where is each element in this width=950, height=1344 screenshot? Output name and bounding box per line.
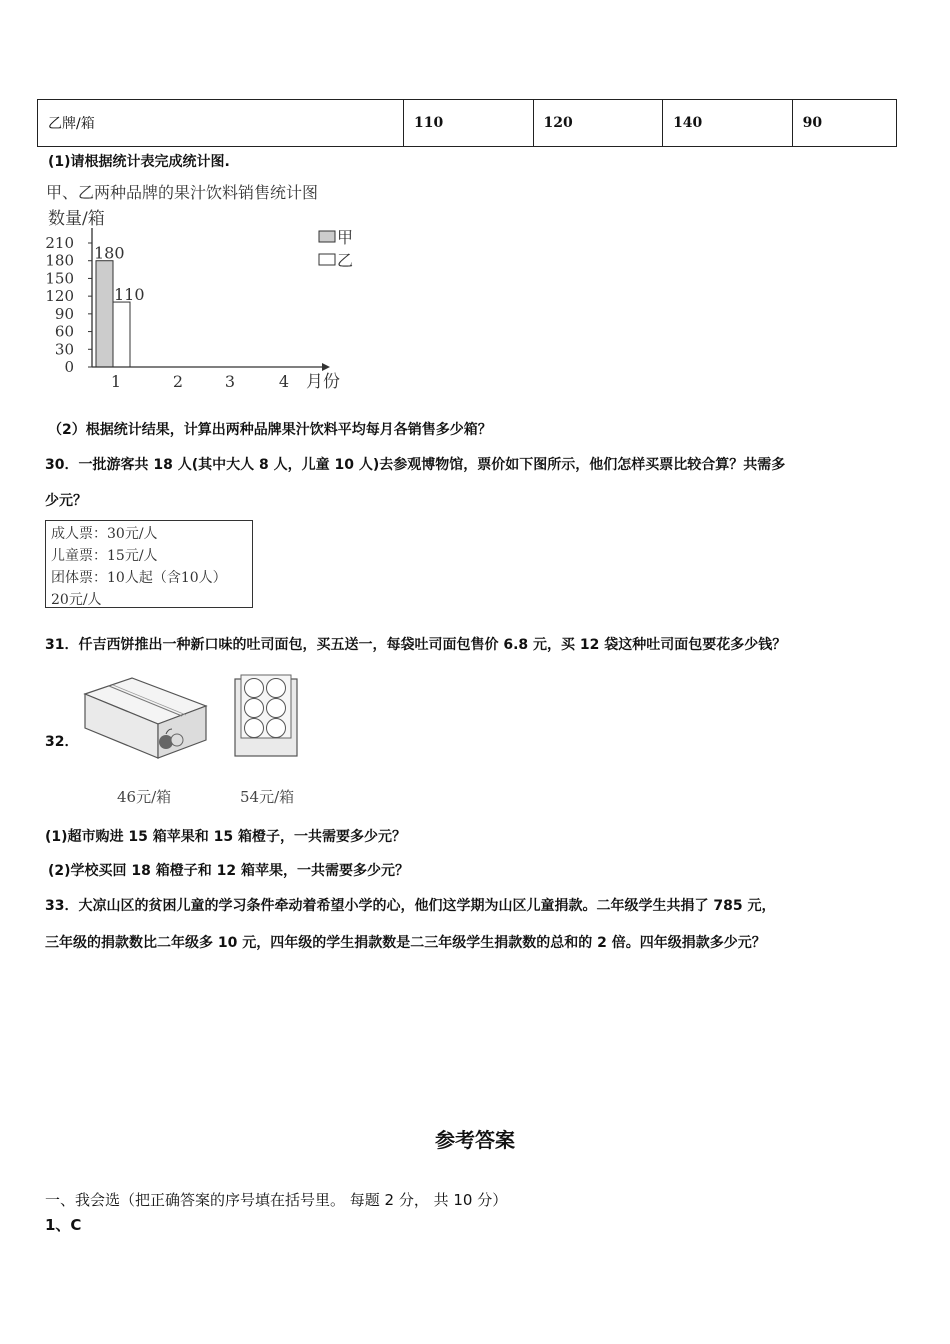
ticket-price-box bbox=[45, 520, 253, 608]
legend-label-jia: 甲 bbox=[337, 228, 354, 247]
chart-ylabel: 数量/箱 bbox=[48, 209, 105, 229]
q29-part1: (1)请根据统计表完成统计图. bbox=[48, 154, 230, 170]
bar-data-label: 180 bbox=[94, 243, 125, 263]
q32-part2: (2)学校买回 18 箱橙子和 12 箱苹果，一共需要多少元？ bbox=[48, 863, 409, 879]
y-tick-label: 60 bbox=[54, 322, 74, 341]
q32-part1: (1)超市购进 15 箱苹果和 15 箱橙子，一共需要多少元？ bbox=[45, 829, 406, 845]
bar-yi-1 bbox=[113, 302, 130, 367]
table-cell: 140 bbox=[663, 100, 793, 147]
answer-1: 1、C bbox=[45, 1216, 82, 1234]
x-tick-label: 3 bbox=[224, 372, 236, 391]
apple-price-caption: 46元/箱 bbox=[117, 788, 172, 806]
y-tick-label: 180 bbox=[45, 251, 74, 270]
x-tick-label: 4 bbox=[278, 372, 290, 391]
chart-xlabel: 月份 bbox=[306, 372, 340, 392]
table-cell: 120 bbox=[533, 100, 663, 147]
answers-title: 参考答案 bbox=[435, 1128, 515, 1152]
orange-box-image bbox=[232, 673, 300, 761]
legend-label-yi: 乙 bbox=[337, 251, 354, 270]
y-tick-label: 150 bbox=[45, 269, 74, 288]
bar-jia-1 bbox=[96, 261, 113, 367]
orange-price-caption: 54元/箱 bbox=[240, 788, 295, 806]
price-adult: 成人票：30元/人 bbox=[51, 526, 158, 542]
x-tick-label: 2 bbox=[172, 372, 184, 391]
q30-line2: 少元？ bbox=[45, 493, 87, 509]
legend-swatch-jia bbox=[319, 231, 335, 242]
stats-table bbox=[37, 99, 897, 147]
table-cell: 110 bbox=[404, 100, 534, 147]
answers-section-1: 一、我会选（把正确答案的序号填在括号里。 每题 2 分， 共 10 分） bbox=[45, 1191, 508, 1209]
sales-chart bbox=[40, 180, 375, 392]
chart-title: 甲、乙两种品牌的果汁饮料销售统计图 bbox=[46, 183, 319, 202]
q33-line2: 三年级的捐款数比二年级多 10 元，四年级的学生捐款数是二三年级学生捐款数的总和的 2 倍。四年级捐款多少元？ bbox=[45, 935, 766, 951]
q32-number: 32． bbox=[45, 734, 79, 750]
q33-line1: 33．大凉山区的贫困儿童的学习条件牵动着希望小学的心，他们这学期为山区儿童捐款。二年级学生共捐了 785 元， bbox=[45, 898, 776, 914]
table-cell: 乙牌/箱 bbox=[38, 100, 404, 147]
bar-data-label: 110 bbox=[114, 285, 145, 305]
price-child: 儿童票：15元/人 bbox=[51, 548, 158, 564]
x-tick-label: 1 bbox=[110, 372, 122, 391]
q31-text: 31．仟吉西饼推出一种新口味的吐司面包，买五送一，每袋吐司面包售价 6.8 元，买 12 袋这种吐司面包要花多少钱？ bbox=[45, 637, 787, 653]
y-tick-label: 30 bbox=[54, 340, 74, 359]
q29-part2: （2）根据统计结果，计算出两种品牌果汁饮料平均每月各销售多少箱？ bbox=[48, 422, 492, 438]
price-group-value: 20元/人 bbox=[51, 592, 102, 608]
q30-line1: 30．一批游客共 18 人(其中大人 8 人，儿童 10 人)去参观博物馆，票价如下图所示，他们怎样买票比较合算？共需多 bbox=[45, 457, 786, 473]
table-cell: 90 bbox=[792, 100, 896, 147]
y-tick-label: 210 bbox=[45, 234, 74, 252]
apple-box-image bbox=[80, 672, 210, 762]
y-tick-label: 0 bbox=[64, 358, 74, 376]
x-axis-arrow bbox=[322, 363, 330, 371]
price-group: 团体票：10人起（含10人） bbox=[51, 570, 227, 586]
y-tick-label: 90 bbox=[54, 304, 74, 323]
legend-swatch-yi bbox=[319, 254, 335, 265]
y-tick-label: 120 bbox=[45, 287, 74, 306]
table-row bbox=[38, 100, 897, 147]
